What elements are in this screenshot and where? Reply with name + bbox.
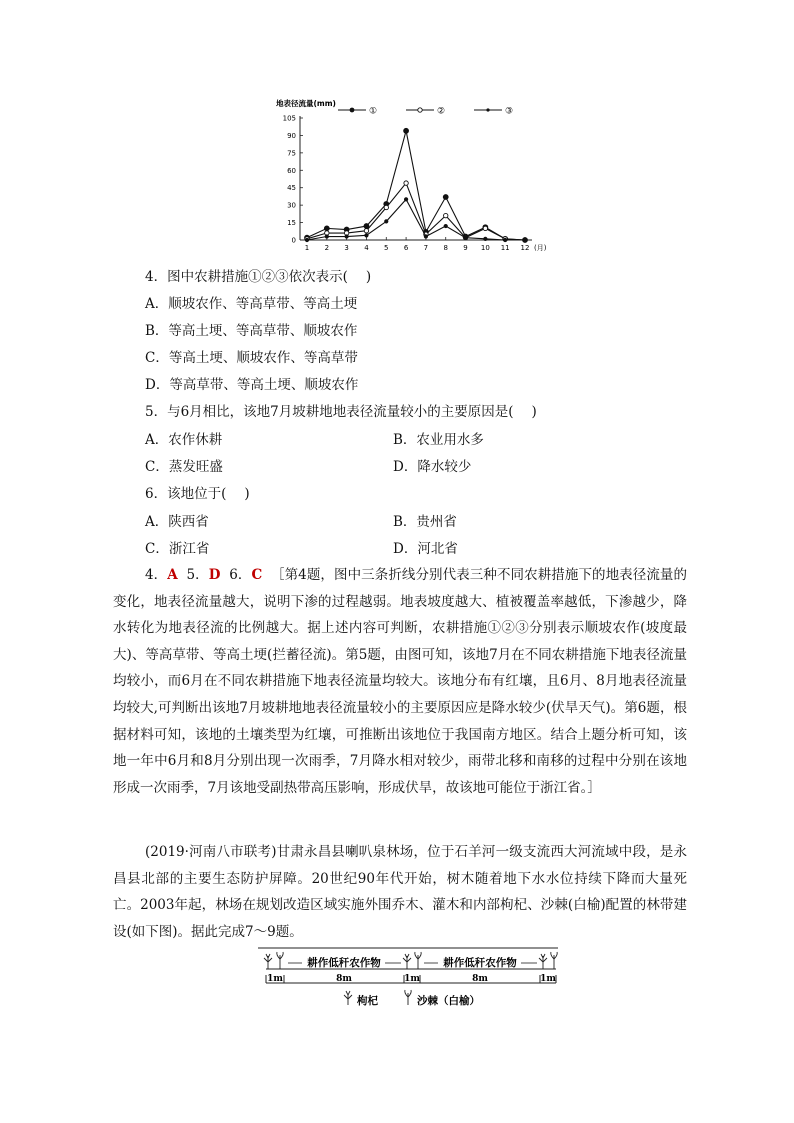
width-1m-a: 1m — [267, 974, 283, 984]
q6-stem-end: ) — [244, 486, 250, 502]
x-tick-label: 8 — [443, 244, 448, 252]
chart-axes — [283, 115, 547, 253]
chart-legend — [338, 107, 513, 117]
gouqi-icon — [264, 954, 272, 969]
series-1-point — [364, 224, 369, 229]
q5-stem-text: 5．与6月相比，该地7月坡耕地地表径流量较小的主要原因是( — [145, 404, 514, 420]
series-3-point — [484, 237, 487, 240]
shelterbelt-sketch — [258, 944, 558, 1014]
y-tick-label: 75 — [287, 149, 296, 158]
x-tick-label: 9 — [463, 244, 468, 252]
runoff-chart — [276, 98, 566, 260]
series-3-point — [464, 236, 467, 239]
q5-option-c[interactable]: C．蒸发旺盛 — [145, 459, 223, 475]
answer-5-number: 5． — [186, 567, 209, 583]
answer-explanation — [113, 562, 687, 801]
y-tick-label: 105 — [282, 114, 296, 123]
legend-label-1: ① — [369, 106, 378, 117]
answer-6-number: 6． — [229, 567, 252, 583]
x-tick-label: 12 — [520, 244, 530, 252]
x-axis-label: (月) — [534, 244, 547, 252]
answer-4: A — [167, 567, 178, 583]
series-3-point — [385, 220, 388, 223]
legend-shaji-icon — [405, 990, 411, 1005]
series-2-point — [364, 229, 368, 233]
series-line-1 — [307, 131, 525, 240]
material-passage: (2019·河南八市联考)甘肃永昌县喇叭泉林场，位于石羊河一级支流西大河流域中段，是永昌县北部的主要生态防护屏障。20世纪90年代开始，树木随着地下水水位持续下降而大量死亡。2003年起，林场在规划改造区域实施外围乔木、灌木和内部枸杞、沙棘(白榆)配置的林带建设(如下图)。据此完成7～9题。 — [113, 844, 687, 940]
q4-option-a[interactable]: A．顺坡农作、等高草带、等高土埂 — [145, 296, 358, 312]
crop-label-right: 耕作低秆农作物 — [443, 957, 517, 969]
legend-marker-3 — [486, 108, 489, 111]
x-tick-label: 10 — [480, 244, 490, 252]
q5-option-d[interactable]: D．降水较少 — [393, 459, 472, 475]
x-tick-label: 1 — [304, 244, 310, 252]
legend-marker-1 — [350, 108, 355, 113]
series-1-point — [324, 226, 329, 231]
y-tick-label: 30 — [287, 201, 296, 210]
series-3-point — [305, 238, 308, 241]
x-tick-label: 3 — [344, 244, 349, 252]
width-1m-c: 1m — [540, 974, 556, 984]
x-tick-label: 7 — [423, 244, 429, 252]
series-3-point — [424, 235, 427, 238]
x-tick-label: 4 — [364, 244, 369, 252]
shaji-icon — [415, 952, 421, 969]
q6-stem-text: 6．该地位于( — [145, 486, 227, 502]
q6-option-b[interactable]: B．贵州省 — [393, 514, 457, 530]
legend-label-3: ③ — [505, 106, 514, 117]
series-3-point — [325, 235, 328, 238]
answer-6: C — [251, 567, 263, 583]
q5-stem — [145, 403, 537, 421]
series-1-point — [443, 195, 448, 200]
width-1m-b: 1m — [404, 974, 420, 984]
q4-stem-end: ) — [365, 269, 372, 285]
series-3-point — [523, 238, 526, 241]
shelterbelt-diagram — [258, 944, 558, 1014]
series-line-3 — [307, 199, 525, 240]
x-tick-label: 5 — [384, 244, 389, 252]
q6-option-c[interactable]: C．浙江省 — [145, 541, 210, 557]
crop-label-left: 耕作低秆农作物 — [307, 957, 381, 969]
series-2-point — [404, 181, 408, 185]
series-3-point — [444, 224, 447, 227]
y-tick-label: 0 — [291, 236, 296, 245]
y-tick-label: 60 — [287, 166, 296, 175]
series-3-point — [365, 234, 368, 237]
shaji-icon — [277, 952, 283, 969]
q6-stem — [145, 485, 250, 503]
series-1-point — [404, 128, 409, 133]
x-tick-label: 2 — [324, 244, 330, 252]
y-axis-label: 地表径流量(mm) — [276, 99, 336, 108]
answer-5: D — [208, 567, 221, 583]
series-3-point — [504, 238, 507, 241]
series-2-point — [483, 226, 487, 230]
shaji-icon — [551, 952, 557, 969]
gouqi-icon — [539, 954, 547, 969]
width-8m-b: 8m — [472, 974, 488, 984]
y-tick-label: 45 — [287, 184, 296, 193]
q4-stem — [145, 268, 371, 286]
legend-label-2: ② — [437, 106, 446, 117]
q4-option-b[interactable]: B．等高土埂、等高草带、顺坡农作 — [145, 323, 358, 339]
legend-gouqi-label: 枸杞 — [357, 995, 378, 1007]
series-line-2 — [307, 183, 525, 240]
runoff-line-chart — [276, 98, 566, 260]
q6-option-a[interactable]: A．陕西省 — [145, 514, 209, 530]
answer-4-number: 4． — [145, 567, 168, 583]
q4-stem-text: 4．图中农耕措施①②③依次表示( — [145, 269, 348, 285]
series-3-point — [404, 198, 407, 201]
legend-marker-2 — [418, 108, 422, 112]
series-2-point — [384, 205, 388, 209]
q5-option-b[interactable]: B．农业用水多 — [393, 432, 484, 448]
legend-shaji-label: 沙棘（白榆） — [417, 995, 480, 1007]
q6-option-d[interactable]: D．河北省 — [393, 541, 458, 557]
x-tick-label: 6 — [403, 244, 409, 252]
q5-stem-end: ) — [531, 404, 537, 420]
q4-option-d[interactable]: D．等高草带、等高土埂、顺坡农作 — [145, 377, 359, 393]
q4-option-c[interactable]: C．等高土埂、顺坡农作、等高草带 — [145, 350, 358, 366]
answer-analysis-text: ［第4题，图中三条折线分别代表三种不同农耕措施下的地表径流量的变化，地表径流量越大，说明下渗的过程越弱。地表坡度越大、植被覆盖率越低，下渗越少，降水转化为地表径流的比例越大。据上述内容可判断，农耕措施①②③分别表示顺坡农作(坡度最大)、等高草带、等高土埂(拦蓄径流)。第5题，由图可知，该地7月在不同农耕措施下地表径流量均较小，而6月在不同农耕措施下地表径流量均较大。该地分布有红壤，且6月、8月地表径流量均较大,可判断出该地7月坡耕地地表径流量较小的主要原因应是降水较少(伏旱天气)。第6题，根据材料可知，该地的土壤类型为红壤，可推断出该地位于我国南方地区。结合上题分析可知，该地一年中6月和8月分别出现一次雨季，7月降水相对较少，雨带北移和南移的过程中分别在该地形成一次雨季，7月该地受副热带高压影响，形成伏旱，故该地可能位于浙江省。］ — [113, 567, 688, 796]
y-tick-label: 90 — [287, 131, 296, 140]
series-2-point — [444, 213, 448, 217]
width-8m-a: 8m — [336, 974, 352, 984]
chart-series — [305, 128, 528, 242]
x-tick-label: 11 — [500, 244, 510, 252]
y-tick-label: 15 — [287, 219, 296, 228]
q5-option-a[interactable]: A．农作休耕 — [145, 432, 223, 448]
legend-gouqi-icon — [344, 991, 352, 1005]
gouqi-icon — [403, 954, 411, 969]
series-3-point — [345, 235, 348, 238]
